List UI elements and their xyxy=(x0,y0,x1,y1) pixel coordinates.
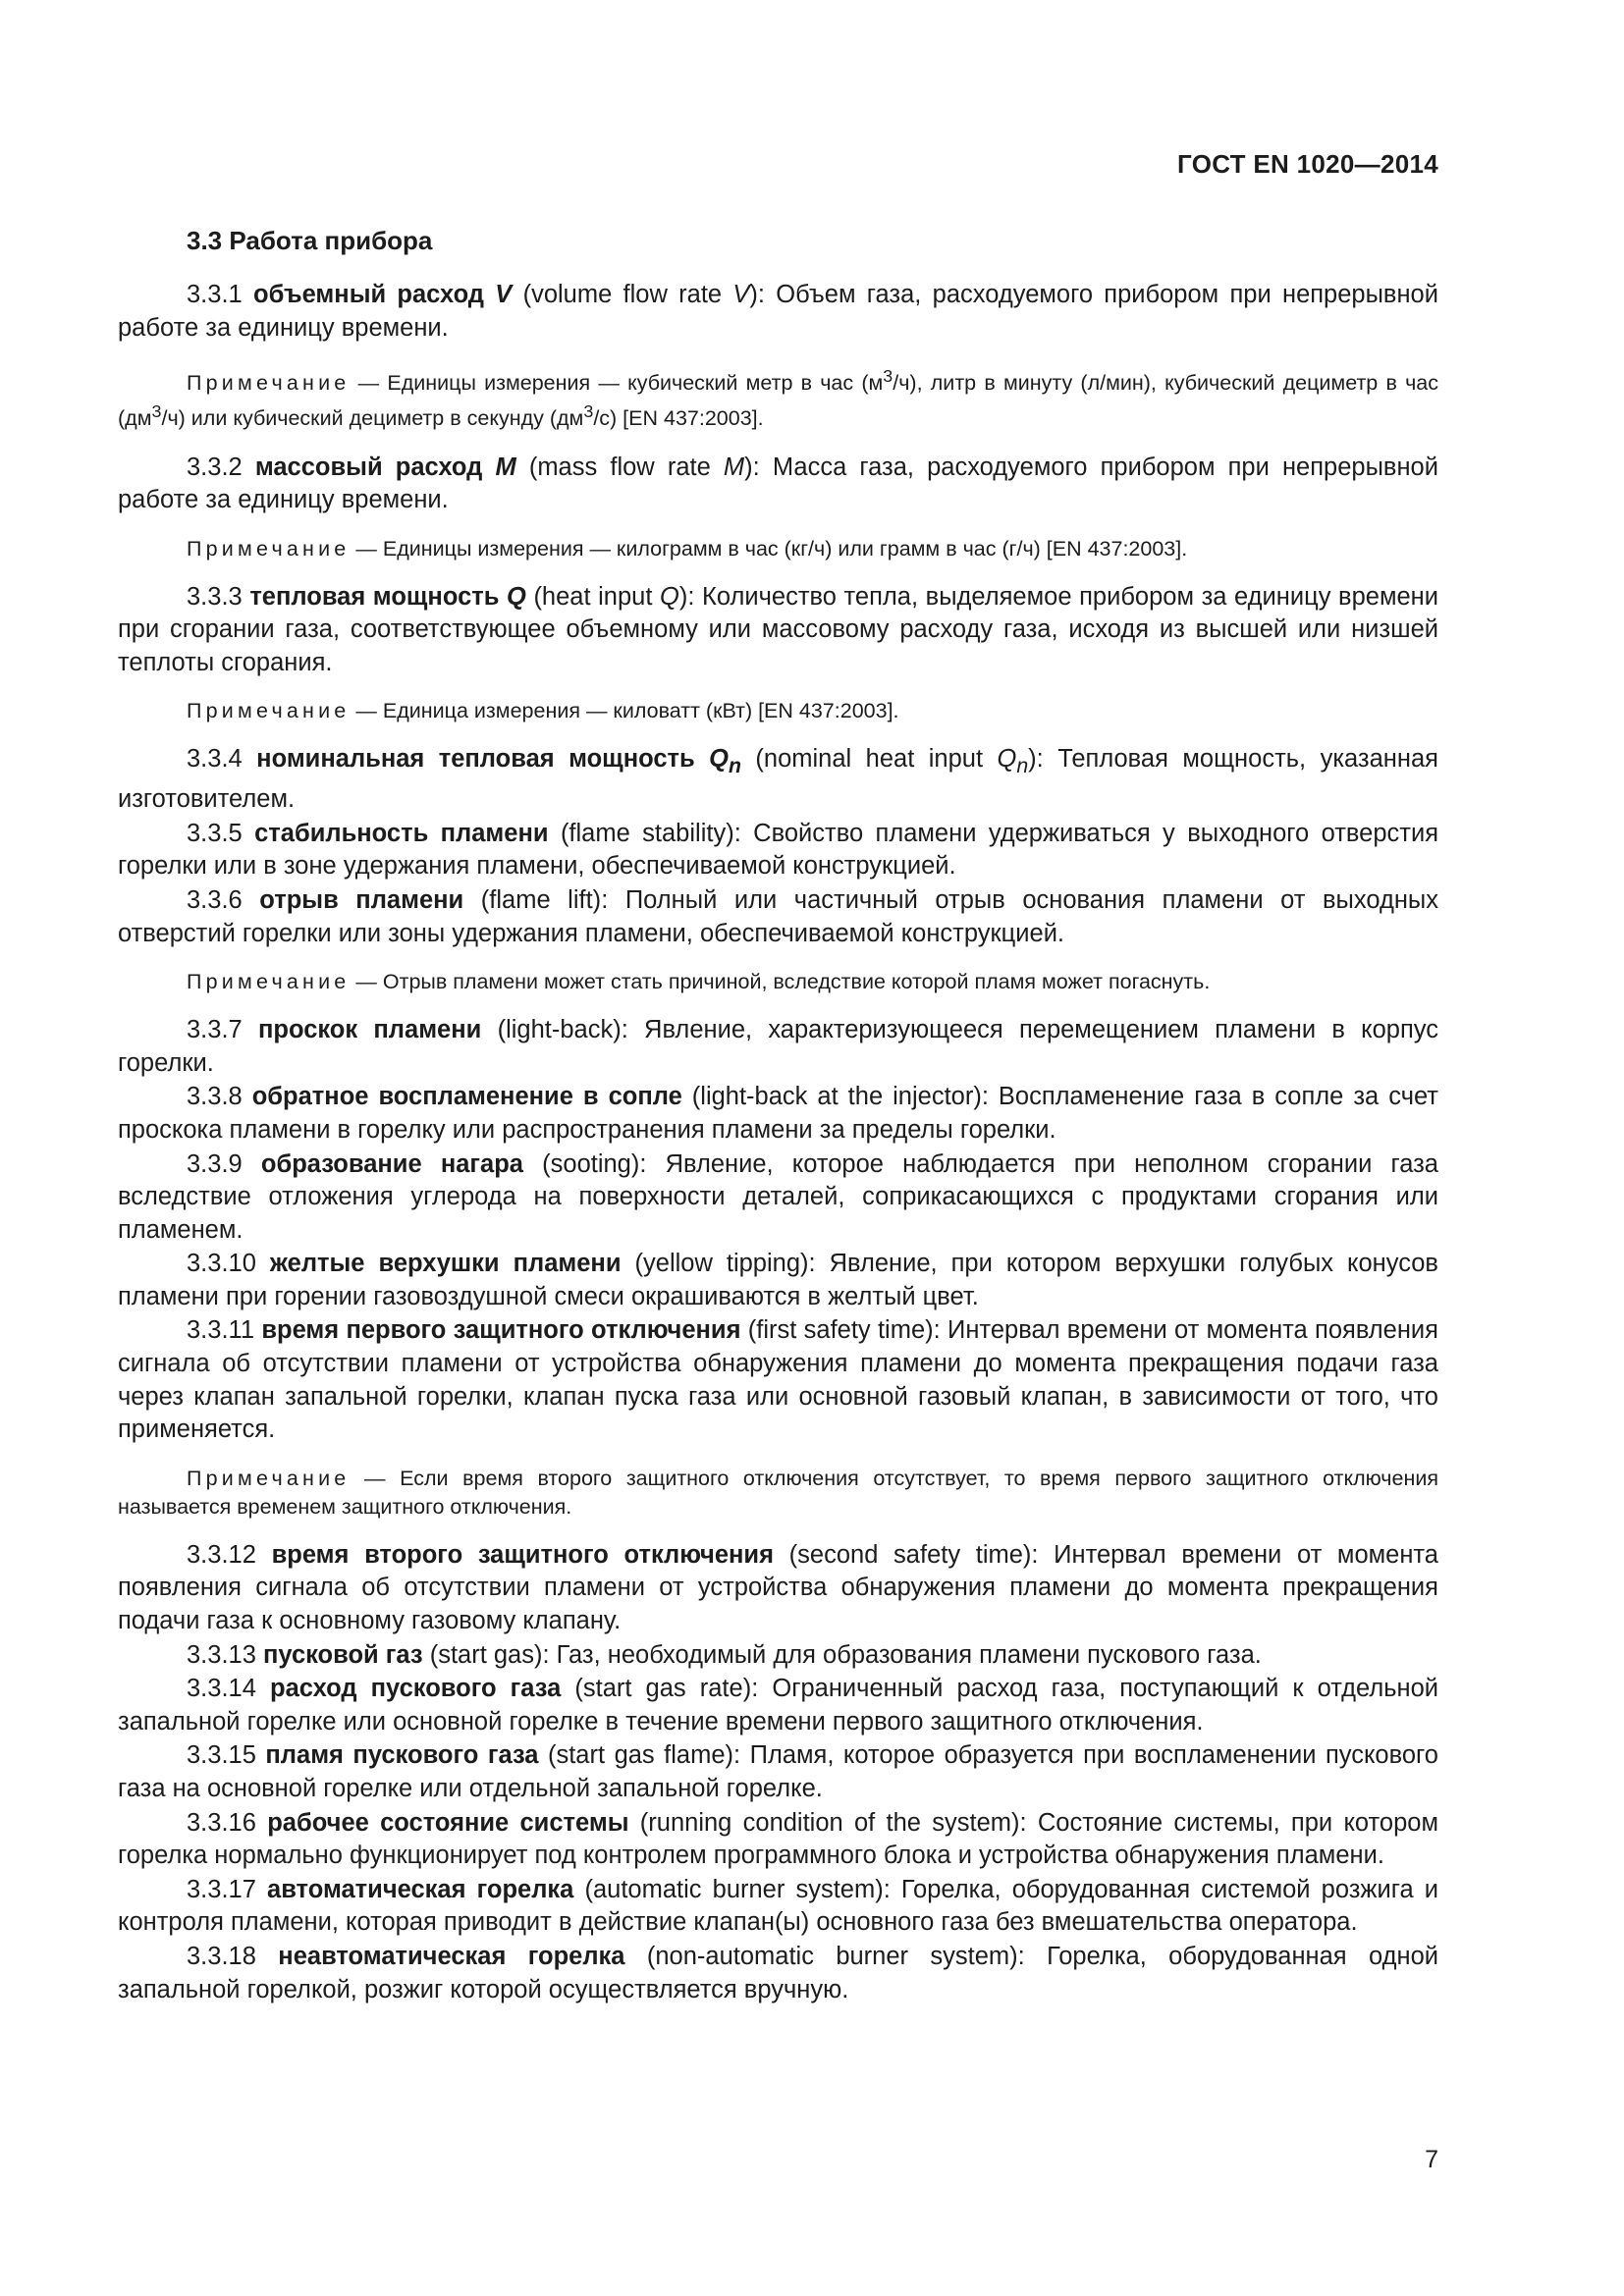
definition-3-3-17: 3.3.17 автоматическая горелка (automatic burner system): Горелка, оборудованная системой розжига и контроля пламени, которая приводит в действие клапан(ы) основного газа без вмешательства оператора. xyxy=(118,1875,1438,1937)
definition-3-3-15: 3.3.15 пламя пускового газа (start gas flame): Пламя, которое образуется при воспламенении пускового газа на основной горелке или отдельной запальной горелке. xyxy=(118,1741,1438,1802)
note-3-3-2: Примечание — Единицы измерения — килограмм в час (кг/ч) или грамм в час (г/ч) [EN 437:2003]. xyxy=(187,536,1188,561)
definition-3-3-1: 3.3.1 объемный расход V (volume flow rate V): Объем газа, расходуемого прибором при непрерывной работе за единицу времени. xyxy=(118,281,1438,342)
definition-3-3-13: 3.3.13 пусковой газ (start gas): Газ, необходимый для образования пламени пускового газа. xyxy=(187,1640,1262,1669)
definition-3-3-18: 3.3.18 неавтоматическая горелка (non-automatic burner system): Горелка, оборудованная одной запальной горелкой, розжиг которой осуществляется вручную. xyxy=(118,1942,1438,2003)
note-3-3-6: Примечание — Отрыв пламени может стать причиной, вследствие которой пламя может погаснуть. xyxy=(187,970,1211,994)
note-3-3-1: Примечание — Единицы измерения — кубический метр в час $(м^3/ч)$, литр в минуту (л/мин), кубический дециметр в час $(дм^3/ч)$ или кубический дециметр в секунду $(дм^3/с)$ [EN 437:2003]. xyxy=(118,366,1438,431)
document-page xyxy=(118,0,1438,2296)
definition-3-3-7: 3.3.7 проскок пламени (light-back): Явление, характеризующееся перемещением пламени в корпус горелки. xyxy=(118,1016,1438,1077)
definition-3-3-12: 3.3.12 время второго защитного отключения (second safety time): Интервал времени от момента появления сигнала об отсутствии пламени от устройства обнаружения пламени до момента прекращения подачи газа к основному газовому клапану. xyxy=(118,1540,1438,1635)
definition-3-3-5: 3.3.5 стабильность пламени (flame stability): Свойство пламени удерживаться у выходного отверстия горелки или в зоне удержания пламени, обеспечиваемой конструкцией. xyxy=(118,819,1439,881)
definition-3-3-9: 3.3.9 образование нагара (sooting): Явление, которое наблюдается при неполном сгорании газа вследствие отложения углерода на поверхности деталей, соприкасающихся с продуктами сгорания или пламенем. xyxy=(118,1149,1438,1244)
note-3-3-11: Примечание — Если время второго защитного отключения отсутствует, то время первого защитного отключения называется временем защитного отключения. xyxy=(118,1466,1438,1519)
page-number: 7 xyxy=(1425,2146,1438,2173)
definition-3-3-2: 3.3.2 массовый расход M (mass flow rate M): Масса газа, расходуемого прибором при непрерывной работе за единицу времени. xyxy=(118,453,1438,514)
section-title: 3.3 Работа прибора xyxy=(187,226,433,255)
document-header: ГОСТ EN 1020—2014 xyxy=(1177,149,1438,179)
definition-3-3-6: 3.3.6 отрыв пламени (flame lift): Полный или частичный отрыв основания пламени от выходных отверстий горелки или зоны удержания пламени, обеспечиваемой конструкцией. xyxy=(118,885,1438,947)
note-3-3-3: Примечание — Единица измерения — киловатт (кВт) [EN 437:2003]. xyxy=(187,699,899,723)
definition-3-3-8: 3.3.8 обратное воспламенение в сопле (light-back at the injector): Воспламенение газа в сопле за счет проскока пламени в горелку или распространения пламени за пределы горелки. xyxy=(118,1083,1438,1144)
definition-3-3-10: 3.3.10 желтые верхушки пламени (yellow tipping): Явление, при котором верхушки голубых конусов пламени при горении газовоздушной смеси окрашиваются в желтый цвет. xyxy=(118,1250,1438,1310)
definition-3-3-14: 3.3.14 расход пускового газа (start gas rate): Ограниченный расход газа, поступающий к отдельной запальной горелке или основной горелке в течение времени первого защитного отключения. xyxy=(118,1675,1438,1735)
definition-3-3-4: 3.3.4 номинальная тепловая мощность $Q_n$ (nominal heat input $Q_n$): Тепловая мощность, указанная изготовителем. xyxy=(118,745,1438,814)
definition-3-3-3: 3.3.3 тепловая мощность Q (heat input Q): Количество тепла, выделяемое прибором за единицу времени при сгорании газа, соответствующее объемному или массовому расходу газа, исходя из высшей или низшей теплоты сгорания. xyxy=(118,582,1438,676)
document-body xyxy=(118,224,1438,2007)
definition-3-3-16: 3.3.16 рабочее состояние системы (running condition of the system): Состояние системы, при котором горелка нормально функционирует под контролем программного блока и устройства обнаружения пламени. xyxy=(118,1808,1438,1870)
definition-3-3-11: 3.3.11 время первого защитного отключения (first safety time): Интервал времени от момента появления сигнала об отсутствии пламени от устройства обнаружения пламени до момента прекращения подачи газа через клапан запальной горелки, клапан пуска газа или основной газовый клапан, в зависимости от того, что применяется. xyxy=(118,1316,1438,1444)
